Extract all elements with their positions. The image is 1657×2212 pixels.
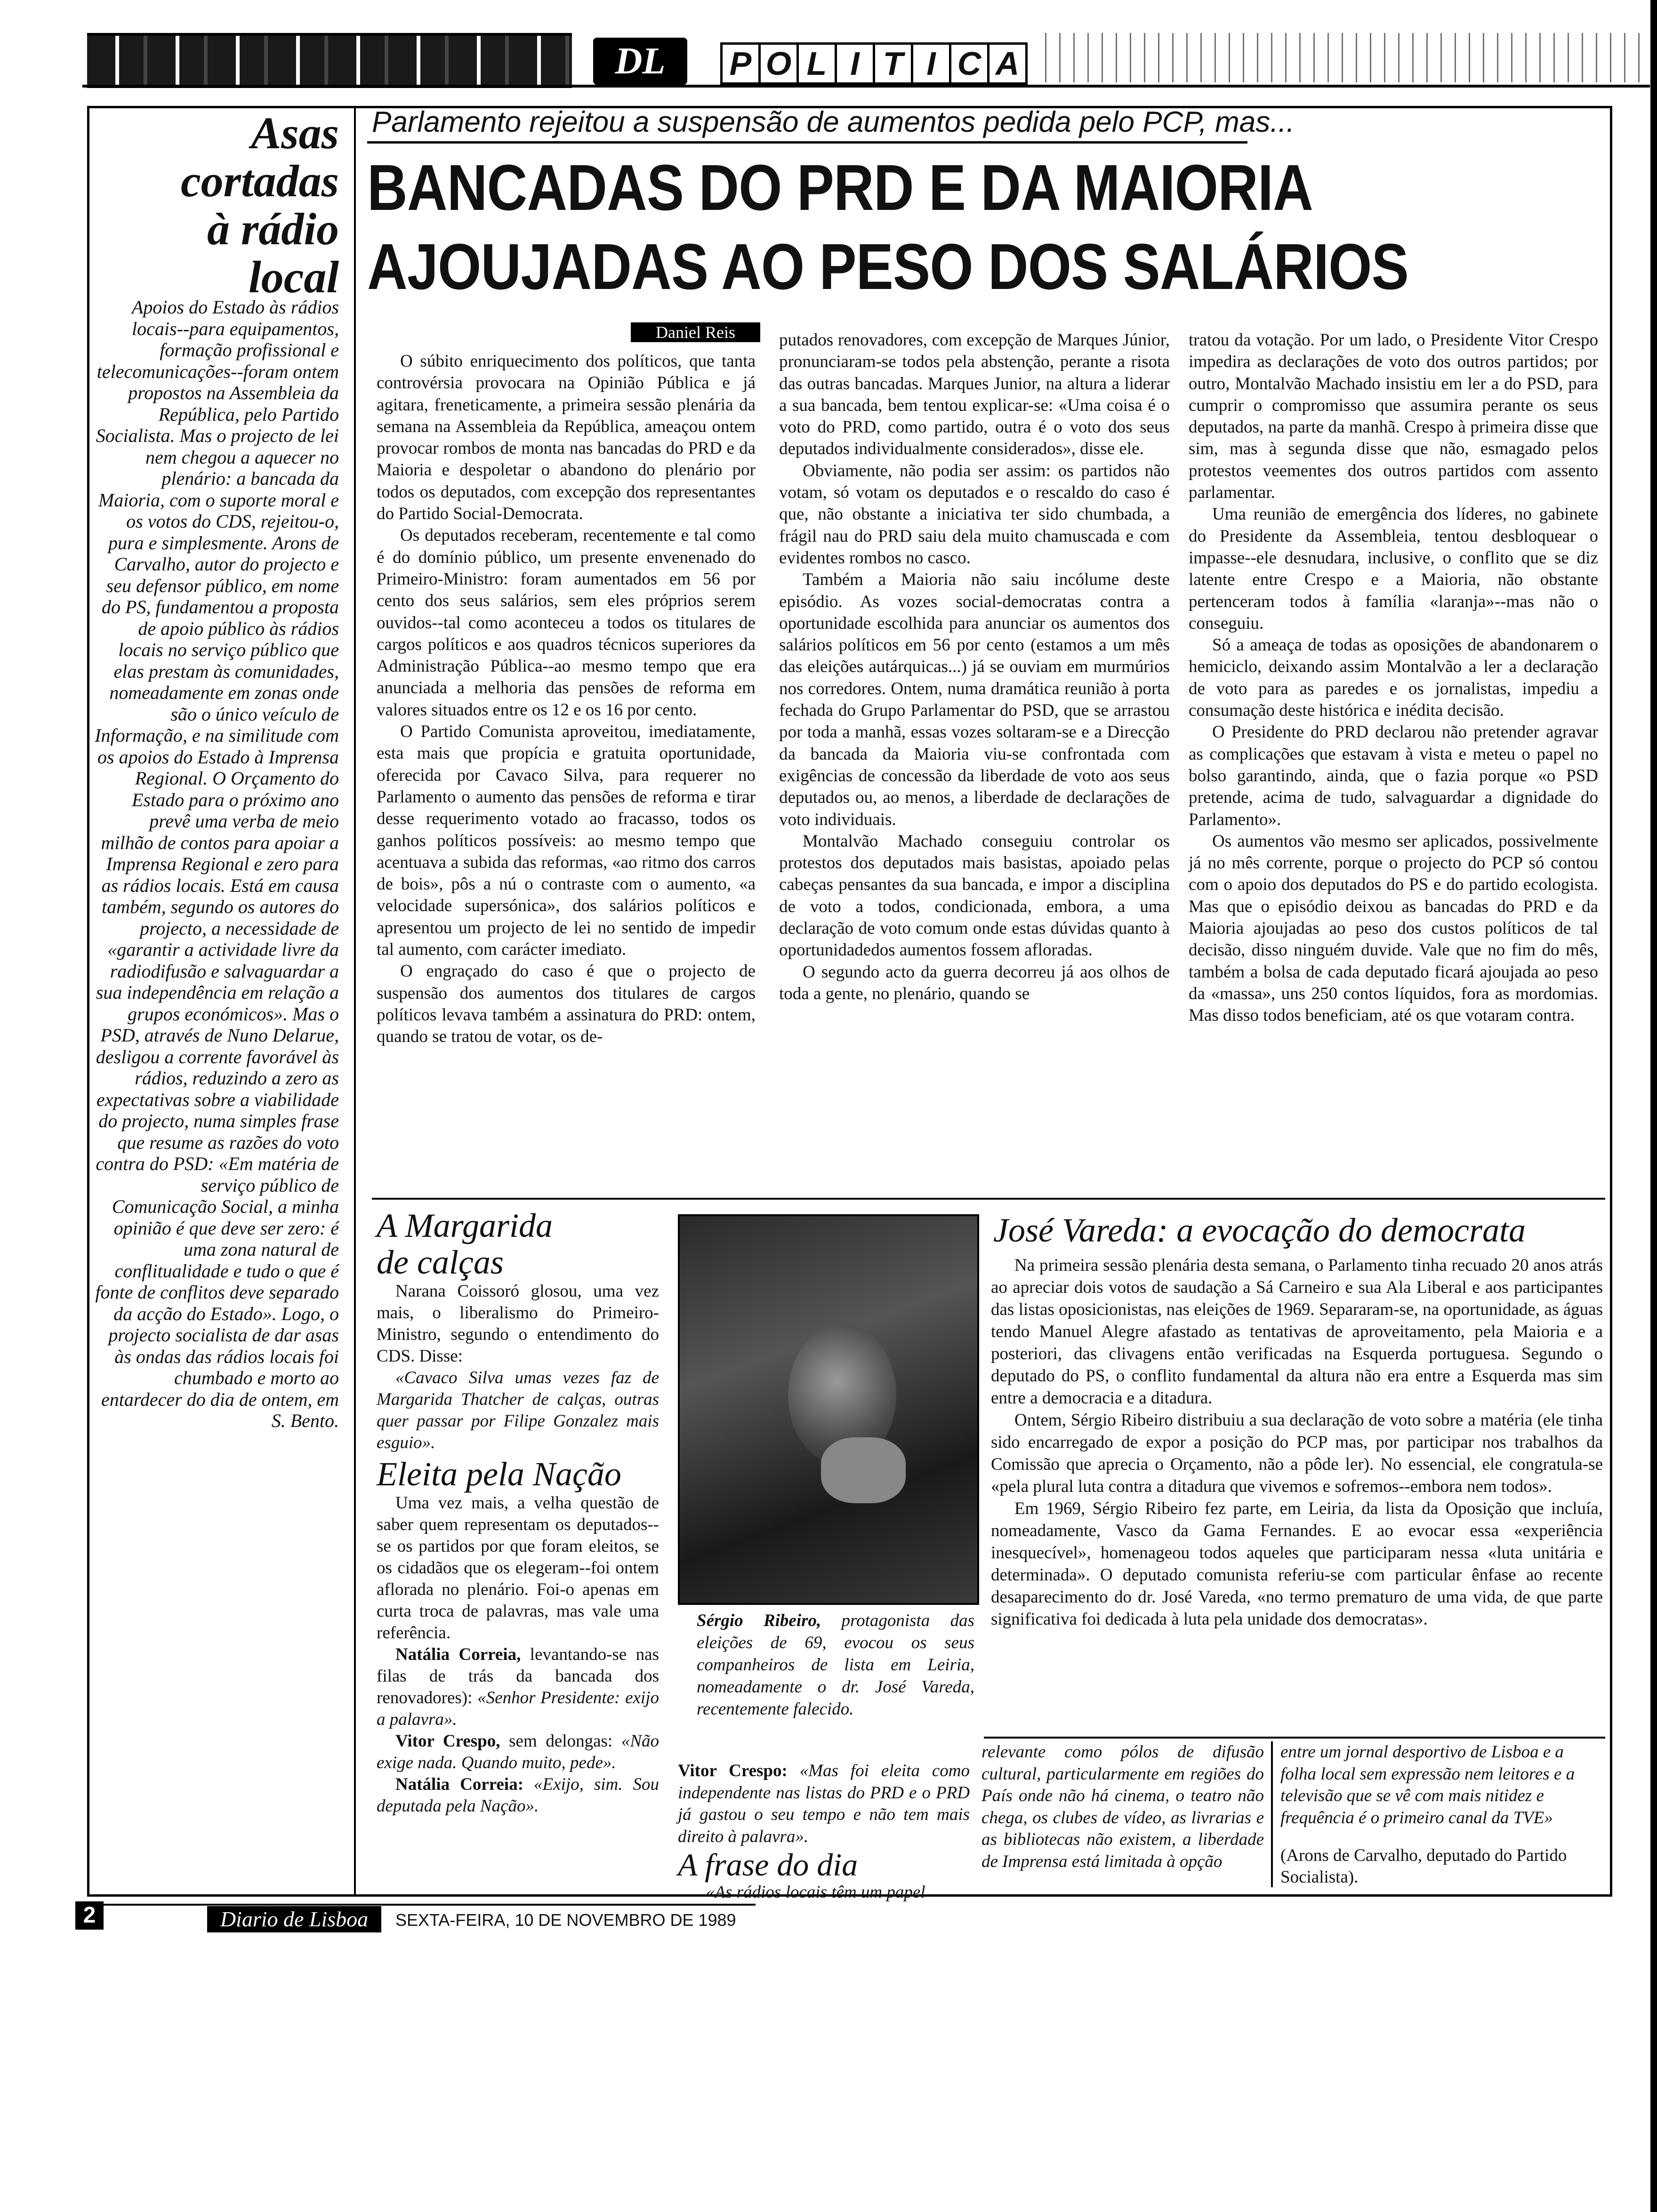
speaker-name: Vitor Crespo:	[678, 1761, 788, 1780]
section-label	[720, 42, 1025, 85]
page-number: 2	[75, 1901, 104, 1930]
vareda-body	[991, 1254, 1603, 1630]
paragraph: Só a ameaça de todas as oposições de abandonarem o hemiciclo, deixando assim Montalvão a ler a declaração de voto para as paredes e os jornalistas, impediu a consumação deste histórica e inédita decisão.	[1189, 635, 1598, 721]
deck-rule	[367, 141, 1247, 144]
margarida-text: Narana Coissoró glosou, uma vez mais, o liberalismo do Primeiro-Ministro, segundo o entendimento do CDS. Disse:	[377, 1282, 659, 1366]
section-letter: I	[911, 42, 951, 85]
margarida-title-line: A Margarida	[377, 1207, 553, 1244]
speaker-name: Vitor Crespo,	[395, 1731, 500, 1751]
footer-rule	[82, 1904, 756, 1906]
crespo-quote	[678, 1760, 970, 1848]
masthead-pattern-right	[1040, 33, 1652, 82]
margarida-title	[377, 1207, 659, 1281]
frase-title: A frase do dia	[678, 1847, 858, 1883]
column-rule	[1271, 1741, 1273, 1887]
scan-edge	[1650, 0, 1657, 2212]
caption-name: Sérgio Ribeiro,	[697, 1611, 821, 1630]
paragraph: O engraçado do caso é que o projecto de suspensão dos aumentos dos titulares de cargos políticos levava também a assinatura do PRD: ontem, quando se tratou de votar, os de-	[377, 962, 756, 1047]
article-deck: Parlamento rejeitou a suspensão de aumentos pedida pelo PCP, mas...	[372, 106, 1295, 138]
sidebar-body: Apoios do Estado às rádios locais--para equipamentos, formação profissional e telecomunicações--foram ontem propostos na Assembleia da República, pelo Partido Socialista. Mas o projecto de lei nem chegou a aquecer no plenário: a bancada da Maioria, com o suporte moral e os votos do CDS, rejeitou-o, pura e simplesmente. Arons de Carvalho, autor do projecto e seu defensor público, em nome do PS, fundamentou a proposta de apoio público às rádios locais no serviço público que elas prestam às comunidades, nomeadamente em zonas onde são o único veículo de Informação, e na similitude com os apoios do Estado à Imprensa Regional. O Orçamento do Estado para o próximo ano prevê uma verba de meio milhão de contos para apoiar a Imprensa Regional e zero para as rádios locais. Está em causa também, segundo os autores do projecto, a necessidade de «garantir a actividade livre da radiodifusão e salvaguardar a sua independência em relação a grupos económicos». Mas o PSD, através de Nuno Delarue, desligou a corrente favorável às rádios, reduzindo a zero as expectativas sobre a viabilidade do projecto, numa simples frase que resume as razões do voto contra do PSD: «Em matéria de serviço público de Comunicação Social, a minha opinião é que deve ser zero: é uma zona natural de conflitualidade e tudo o que é fonte de conflitos deve separado da acção do Estado». Logo, o projecto socialista de dar asas às ondas das rádios locais foi chumbado e morto ao entardecer do dia de ontem, em S. Bento.	[95, 297, 339, 1431]
speaker-name: Natália Correia:	[395, 1775, 524, 1794]
section-letter: I	[835, 42, 875, 85]
headline-line: AJOUJADAS AO PESO DOS SALÁRIOS	[367, 231, 1408, 303]
paragraph: Os deputados receberam, recentemente e tal como é do domínio público, um presente envenenado do Primeiro-Ministro: foram aumentados em 56 por cento dos seus salários, sem eles próprios serem ouvidos--tal como aconteceu a todos os titulares de cargos políticos e aos quadros técnicos superiores da Administração Pública--ao mesmo tempo que era anunciada a melhoria das pensões de reforma em valores situados entre os 12 e os 16 por cento.	[377, 526, 756, 720]
sidebar-headline-line: local	[249, 252, 339, 302]
crespo-quote-text: «Mas foi eleita como independente nas listas do PRD e o PRD já gastou o seu tempo e não tem mais direito à palavra».	[678, 1761, 970, 1846]
eleita-exchange	[377, 1644, 659, 1731]
vareda-box	[993, 1212, 1605, 1249]
exchange-quote: «Senhor Presidente: exijo a palavra».	[377, 1688, 659, 1729]
sidebar-rule	[354, 108, 356, 1894]
sidebar-headline	[141, 109, 339, 301]
frase-attribution: (Arons de Carvalho, deputado do Partido Socialista).	[1280, 1846, 1567, 1887]
paragraph: Uma reunião de emergência dos líderes, no gabinete do Presidente da Assembleia, tentou desbloquear o impasse--ele desnudara, inclusive, o conflito que se diz latente entre Crespo e a Maioria, não obstante pertenceram todos à família «laranja»--mas não o conseguiu.	[1189, 505, 1598, 633]
section-letter: T	[873, 42, 913, 85]
photo-caption	[697, 1610, 974, 1720]
portrait-photo	[678, 1214, 979, 1605]
paragraph: Obviamente, não podia ser assim: os partidos não votam, só votam os deputados e o rescaldo do caso é que, não obstante a iniciativa ter sido chumbada, a frágil nau do PRD saiu dela muito chamuscada e com evidentes rombos no casco.	[779, 461, 1170, 568]
headline-line: BANCADAS DO PRD E DA MAIORIA	[367, 152, 1313, 224]
box-rule	[984, 1737, 1605, 1739]
caption-text: protagonista das eleições de 69, evocou os seus companheiros de lista em Leiria, nomeadamente o dr. José Vareda, recentemente falecido.	[697, 1611, 974, 1719]
masthead-pattern	[87, 33, 572, 88]
section-letter: C	[949, 42, 989, 85]
margarida-title-line: de calças	[377, 1243, 504, 1281]
section-letter: P	[720, 42, 761, 85]
article-column-2	[779, 329, 1170, 1005]
paragraph: O segundo acto da guerra decorreu já aos olhos de toda a gente, no plenário, quando se	[779, 962, 1170, 1003]
article-column-3	[1189, 329, 1598, 1027]
newspaper-logo: DL	[593, 38, 687, 85]
eleita-text: Uma vez mais, a velha questão de saber quem representam os deputados--se os partidos por que foram eleitos, se os cidadãos que os elegeram--foi ontem aflorada no plenário. Foi-o apenas em curta troca de palavras, mas vale uma referência.	[377, 1493, 659, 1643]
photo-figure-hand	[821, 1437, 906, 1503]
paragraph: tratou da votação. Por um lado, o Presidente Vitor Crespo impedira as declarações de voto dos outros partidos; por outro, Montalvão Machado insistiu em ler a do PSD, para cumprir o compromisso que assumira perante os seus deputados, na parte da manhã. Crespo à primeira disse que sim, mas à segunda disse que não, esmagado pelos protestos veementes dos outros partidos com assento parlamentar.	[1189, 330, 1598, 503]
article-divider	[372, 1198, 1605, 1200]
article-column-1	[377, 351, 756, 1048]
section-letter: O	[758, 42, 799, 85]
speaker-name: Natália Correia,	[395, 1645, 521, 1664]
exchange-quote: «Não exige nada. Quando muito, pede».	[377, 1731, 660, 1772]
newspaper-name: Diario de Lisboa	[207, 1906, 381, 1932]
frase-start: «As rádios locais têm um papel	[706, 1883, 925, 1902]
crespo-box	[678, 1760, 970, 1904]
sidebar-headline-line: cortadas	[181, 156, 339, 206]
paragraph: Montalvão Machado conseguiu controlar os protestos dos deputados mais basistas, apoiado pelas cabeças pensantes da sua bancada, e impor a disciplina de voto a todos, condicionada, embora, a uma declaração de voto comum onde estas dúvidas quanto à oportunidadedos aumentos fossem afloradas.	[779, 831, 1170, 960]
frase-quote-part2: relevante como pólos de difusão cultural, particularmente em regiões do País onde não há cinema, o teatro não chega, os clubes de vídeo, as livrarias e as bibliotecas não existem, a liberdade de Imprensa está limitada à opção	[981, 1742, 1264, 1871]
margarida-quote: «Cavaco Silva umas vezes faz de Margarida Thatcher de calças, outras quer passar por Filipe Gonzalez mais esguio».	[377, 1368, 659, 1452]
eleita-exchange	[377, 1731, 659, 1774]
vareda-title: José Vareda: a evocação do democrata	[993, 1211, 1526, 1249]
paragraph: Também a Maioria não saiu incólume deste episódio. As vozes social-democratas contra a oportunidade escolhida para anunciar os aumentos dos salários políticos em 56 por cento (estamos a um mês das eleições autárquicas...) já se ouviam em murmúrios nos corredores. Ontem, numa dramática reunião à porta fechada do Grupo Parlamentar do PSD, que se arrastou por toda a manhã, essas vozes soltaram-se e a Direcção da bancada da Maioria viu-se confrontada com exigências de concessão da liberdade de voto aos seus deputados ou, ao menos, a liberdade de declarações de voto individuais.	[779, 570, 1170, 829]
eleita-exchange	[377, 1774, 659, 1817]
frase-quote-part3: entre um jornal desportivo de Lisboa e a folha local sem expressão nem leitores e a televisão que se vê com mais nitidez e frequência é o primeiro canal da TVE»	[1280, 1742, 1575, 1827]
paragraph: O Presidente do PRD declarou não pretender agravar as complicações que estavam à vista e meteu o papel no bolso garantindo, ainda, que o fazia porque «o PSD pretende, acima de tudo, salvaguardar a dignidade do Parlamento».	[1189, 722, 1598, 829]
top-rule	[82, 85, 1650, 88]
eleita-title: Eleita pela Nação	[377, 1455, 621, 1493]
paragraph: O súbito enriquecimento dos políticos, que tanta controvérsia provocara na Opinião Pública e já agitara, freneticamente, a primeira sessão plenária da semana na Assembleia da República, ameaçou ontem provocar rombos de monta nas bancadas do PRD e da Maioria e despoletar o abandono do plenário por todos os deputados, com excepção dos representantes do Partido Social-Democrata.	[377, 352, 756, 524]
sidebar-headline-line: Asas	[251, 108, 339, 158]
article-headline	[367, 148, 1436, 306]
paragraph: Os aumentos vão mesmo ser aplicados, possivelmente já no mês corrente, porque o projecto do PCP só contou com o apoio dos deputados do PS e do partido ecologista. Mas que o episódio deixou as bancadas do PRD e da Maioria ajoujadas ao peso dos custos políticos de tal decisão, disso ninguém duvide. Vale que no fim do mês, também a bolsa de cada deputado ficará ajoujada ao peso da «massa», uns 250 contos líquidos, fora as mordomias. Mas disso todos beneficiam, até os que votaram contra.	[1189, 831, 1598, 1026]
margarida-box	[377, 1207, 659, 1817]
sidebar-headline-line: à rádio	[207, 204, 339, 254]
paragraph: O Partido Comunista aproveitou, imediatamente, esta mais que propícia e gratuita oportunidade, oferecida por Cavaco Silva, para requerer no Parlamento o aumento das pensões de reforma e tirar desse requerimento votado ao fracasso, todos os ganhos políticos possíveis: ao mesmo tempo que acentuava a subida das reformas, «ao ritmo dos carros de bois», pôs a nú o contraste com o aumento, «a velocidade supersónica», dos salários políticos e apresentou um projecto de lei no sentido de impedir tal aumento, com carácter imediato.	[377, 722, 756, 960]
article-byline: Daniel Reis	[631, 322, 760, 342]
paragraph: putados renovadores, com excepção de Marques Júnior, pronunciaram-se todos pela abstenção, perante a risota das outras bancadas. Marques Junior, na altura a liderar a sua bancada, bem tentou explicar-se: «Uma coisa é o voto do PRD, como partido, outra é o voto dos seus deputados individualmente considerados», disse ele.	[779, 330, 1170, 459]
section-letter: L	[796, 42, 837, 85]
exchange-text: levantando-se nas filas de trás da bancada dos renovadores):	[377, 1645, 659, 1707]
exchange-quote: «Exijo, sim. Sou deputada pela Nação».	[377, 1775, 660, 1816]
paragraph: Na primeira sessão plenária desta semana, o Parlamento tinha recuado 20 anos atrás ao apreciar dois votos de saudação a Sá Carneiro e sua Ala Liberal e aos participantes das listas oposicionistas, nas eleições de 1969. Separaram-se, na oportunidade, as águas tendo Manuel Alegre afastado as tentativas de aproveitamento, pela Maioria e a posteriori, das clivagens então verificadas na Esquerda portuguesa. Segundo o deputado do PS, o conflito fundamental da altura não era entre a Esquerda mas sim entre a democracia e a ditadura.	[991, 1256, 1603, 1408]
exchange-text: sem delongas:	[500, 1731, 621, 1751]
paragraph: Em 1969, Sérgio Ribeiro fez parte, em Leiria, da lista da Oposição que incluía, nomeadamente, Vasco da Gama Fernandes. E ao evocar essa «experiência inesquecível», homenageou todos aqueles que participaram nessa «luta unitária e determinada». O deputado comunista referiu-se com particular ênfase ao recente desaparecimento do dr. José Vareda, «no termo prematuro de uma vida, de que parte significativa foi dedicada à luta pela unidade dos democratas».	[991, 1499, 1603, 1629]
paragraph: Ontem, Sérgio Ribeiro distribuiu a sua declaração de voto sobre a matéria (ele tinha sido encarregado de expor a posição do PCP mas, por participar nos trabalhos da Comissão que aprecia o Orçamento, não a pôde ler). No essencial, ele congratula-se «pela plural luta contra a ditadura que vivemos e sofremos--embora nem todos».	[991, 1411, 1603, 1496]
issue-date: SEXTA-FEIRA, 10 DE NOVEMBRO DE 1989	[395, 1910, 736, 1930]
section-letter: A	[987, 42, 1028, 85]
